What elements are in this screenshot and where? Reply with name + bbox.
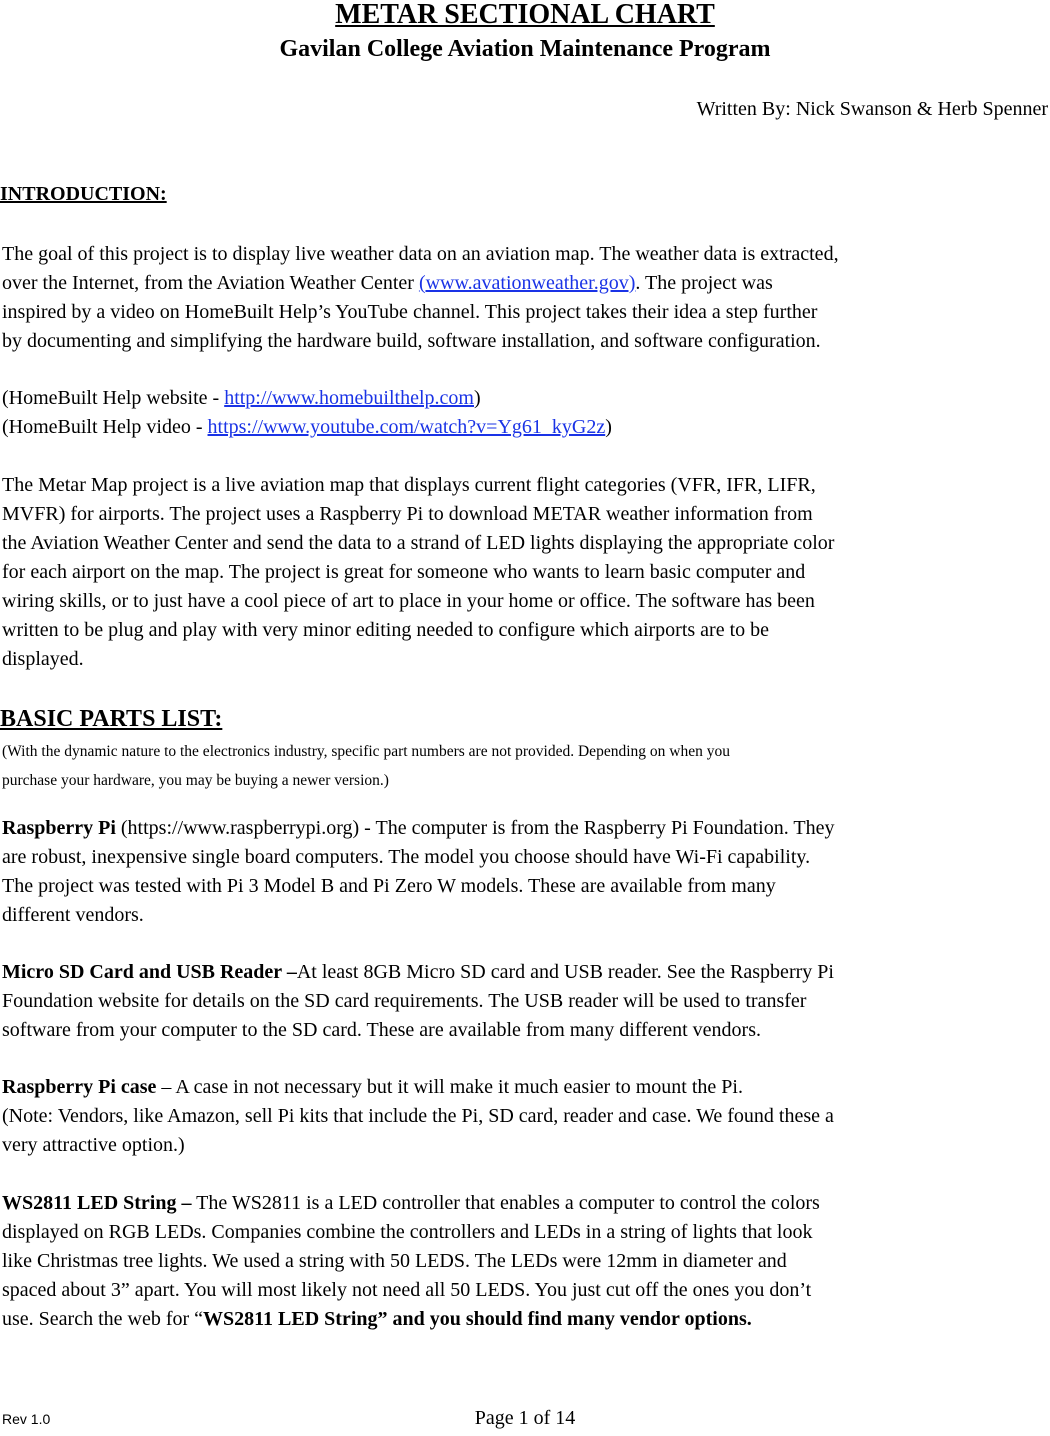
text-segment: use. Search the web for “ (2, 1308, 204, 1330)
text-line: like Christmas tree lights. We used a string with 50 LEDS. The LEDs were 12mm in diameter and (2, 1250, 787, 1272)
text-line: wiring skills, or to just have a cool piece of art to place in your home or office. The software has been (2, 590, 815, 612)
text-line (2, 958, 1050, 987)
intro-paragraph-project (0, 471, 1050, 674)
page-number: Page 1 of 14 (474, 1407, 576, 1429)
text-line: spaced about 3” apart. You will most likely not need all 50 LEDS. You just cut off the ones you don’t (2, 1279, 812, 1301)
part-name: Micro SD Card and USB Reader – (2, 961, 297, 983)
intro-paragraph-goal (0, 240, 1050, 356)
text-segment: The WS2811 is a LED controller that enables a computer to control the colors (191, 1192, 820, 1214)
text-line (2, 269, 1050, 298)
aviation-weather-link[interactable]: (www.avationweather.gov) (418, 272, 636, 294)
text-segment: At least 8GB Micro SD card and USB reader. See the Raspberry Pi (296, 961, 834, 983)
text-segment: – A case in not necessary but it will make it much easier to mount the Pi. (156, 1076, 743, 1098)
text-line (2, 413, 1050, 442)
text-line: different vendors. (2, 904, 144, 926)
bold-segment: WS2811 LED String” and you should find many vendor options. (203, 1308, 752, 1330)
parts-list-heading: BASIC PARTS LIST: (0, 706, 223, 732)
part-raspberry-pi (0, 814, 1050, 930)
text-line: (With the dynamic nature to the electronics industry, specific part numbers are not provided. Depending on when you (2, 743, 730, 760)
intro-paragraph-links (0, 384, 1050, 442)
text-segment: (HomeBuilt Help video - (2, 416, 208, 438)
text-segment: over the Internet, from the Aviation Weather Center (2, 272, 419, 294)
text-line: written to be plug and play with very minor editing needed to configure which airports are to be (2, 619, 770, 641)
document-subtitle: Gavilan College Aviation Maintenance Program (279, 36, 771, 62)
text-line: are robust, inexpensive single board computers. The model you choose should have Wi-Fi capability. (2, 846, 811, 868)
text-segment: . The project was (635, 272, 773, 294)
part-name: Raspberry Pi case (2, 1076, 157, 1098)
revision-label: Rev 1.0 (2, 1411, 51, 1427)
part-micro-sd (0, 958, 1050, 1045)
homebuilt-website-link[interactable]: http://www.homebuilthelp.com (224, 387, 474, 409)
text-line: software from your computer to the SD card. These are available from many different vendors. (2, 1019, 761, 1041)
introduction-heading: INTRODUCTION: (0, 183, 167, 205)
text-line: The Metar Map project is a live aviation map that displays current flight categories (VFR, IFR, LIFR, (2, 474, 816, 496)
homebuilt-video-link[interactable]: https://www.youtube.com/watch?v=Yg61_kyG2z (207, 416, 606, 438)
text-line: the Aviation Weather Center and send the data to a strand of LED lights displaying the appropriate color (2, 532, 835, 554)
text-line: The goal of this project is to display live weather data on an aviation map. The weather data is extracted, (2, 243, 839, 265)
text-segment: (https://www.raspberrypi.org) - The computer is from the Raspberry Pi Foundation. They (115, 817, 835, 839)
text-line: displayed. (2, 648, 84, 670)
text-line: for each airport on the map. The project is great for someone who wants to learn basic computer and (2, 561, 806, 583)
text-line (2, 1073, 1050, 1102)
document-title: METAR SECTIONAL CHART (335, 0, 715, 30)
text-line (2, 1189, 1050, 1218)
text-line: inspired by a video on HomeBuilt Help’s YouTube channel. This project takes their idea a step further (2, 301, 818, 323)
authors-line: Written By: Nick Swanson & Herb Spenner (696, 98, 1048, 120)
text-line (2, 814, 1050, 843)
text-line: (Note: Vendors, like Amazon, sell Pi kits that include the Pi, SD card, reader and case. We found these a (2, 1105, 834, 1127)
parts-note (0, 737, 1050, 795)
text-segment: ) (473, 387, 481, 409)
text-line: purchase your hardware, you may be buying a newer version.) (2, 772, 389, 789)
part-name: WS2811 LED String – (2, 1192, 192, 1214)
text-line: very attractive option.) (2, 1134, 185, 1156)
text-line: The project was tested with Pi 3 Model B and Pi Zero W models. These are available from many (2, 875, 776, 897)
text-line: Foundation website for details on the SD card requirements. The USB reader will be used to transfer (2, 990, 807, 1012)
text-line: displayed on RGB LEDs. Companies combine the controllers and LEDs in a string of lights that look (2, 1221, 813, 1243)
text-line: MVFR) for airports. The project uses a Raspberry Pi to download METAR weather information from (2, 503, 813, 525)
text-line (2, 384, 1050, 413)
text-segment: ) (605, 416, 612, 438)
part-led-string (0, 1189, 1050, 1334)
text-line: by documenting and simplifying the hardware build, software installation, and software configuration. (2, 330, 821, 352)
text-segment: (HomeBuilt Help website - (2, 387, 225, 409)
part-pi-case (0, 1073, 1050, 1160)
part-name: Raspberry Pi (2, 817, 116, 839)
text-line (2, 1305, 1050, 1334)
